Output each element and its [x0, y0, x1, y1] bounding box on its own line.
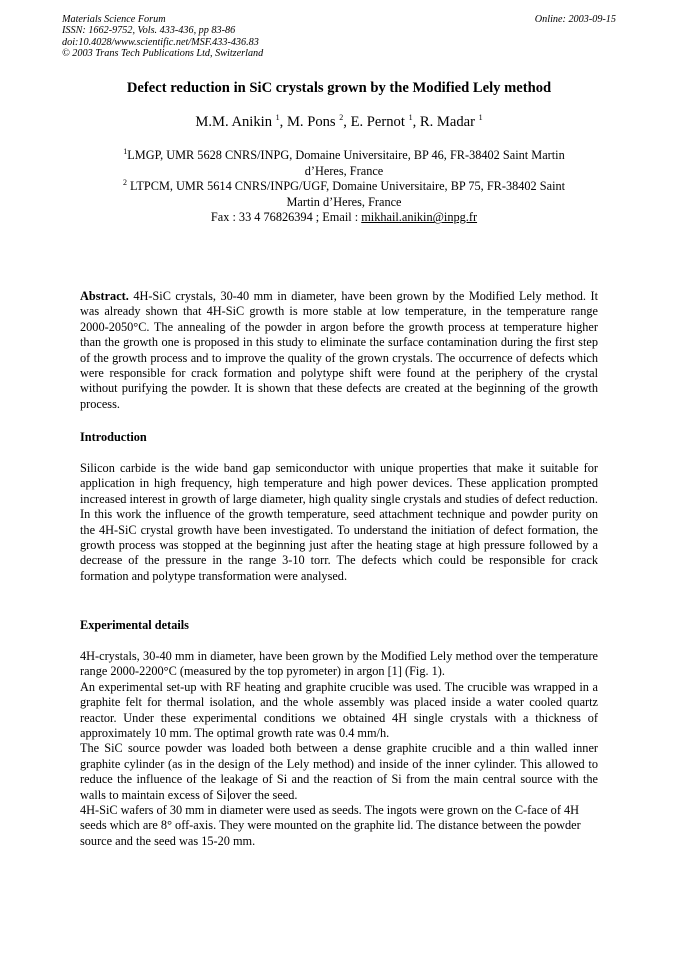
experimental-paragraph-3-tail: over the seed. — [229, 787, 298, 802]
experimental-paragraph-1: 4H-crystals, 30-40 mm in diameter, have been grown by the Modified Lely method over the temperature range 2000-2200°C (measured by the top pyrometer) in argon [1] (Fig. 1). — [80, 649, 598, 679]
journal-header — [62, 14, 263, 60]
author-separator: , — [343, 114, 351, 130]
introduction-heading: Introduction — [80, 430, 147, 444]
affiliation-2-cont: Martin d’Heres, France — [286, 194, 402, 209]
journal-name: Materials Science Forum — [62, 14, 166, 25]
abstract-section — [80, 289, 598, 412]
experimental-section — [80, 649, 598, 849]
author-affil-sup: 1 — [408, 113, 413, 123]
affil-text: LTPCM, UMR 5614 CNRS/INPG/UGF, Domaine Universitaire, BP 75, FR-38402 Saint — [130, 179, 566, 194]
text-cursor — [228, 788, 229, 801]
author-list — [0, 114, 678, 131]
affil-sup: 1 — [123, 146, 128, 156]
author-name: M.M. Anikin — [195, 114, 272, 130]
abstract-label: Abstract. — [80, 289, 129, 303]
affiliation-1 — [84, 148, 604, 164]
experimental-heading: Experimental details — [80, 618, 189, 632]
author-name: M. Pons — [286, 114, 336, 130]
experimental-paragraph-4: 4H-SiC wafers of 30 mm in diameter were used as seeds. The ingots were grown on the C-face of 4H seeds which are 8° off-axis. They were mounted on the graphite lid. The distance between the powder source and the seed was 15-20 mm. — [80, 803, 581, 848]
issn: ISSN: 1662-9752, Vols. 433-436, pp 83-86 — [62, 25, 236, 37]
affil-text: LMGP, UMR 5628 CNRS/INPG, Domaine Universitaire, BP 46, FR-38402 Saint Martin — [127, 148, 565, 162]
copyright: © 2003 Trans Tech Publications Ltd, Switzerland — [62, 48, 264, 60]
affiliation-1-cont: d’Heres, France — [304, 163, 384, 178]
doi: doi:10.4028/www.scientific.net/MSF.433-436.83 — [62, 36, 259, 48]
fax-text: Fax : 33 4 76826394 ; Email : — [210, 210, 362, 225]
introduction-paragraph: Silicon carbide is the wide band gap semiconductor with unique properties that make it suitable for application in high frequency, high temperature and high power devices. These application prompted increased interest in growth of large diameter, high quality single crystals and studies of defect reduction. In this work the influence of the growth temperature, seed attachment technique and powder purity on the 4H-SiC crystal growth have been investigated. To understand the initiation of defect formation, the growth process was stopped at the beginning just after the heating stage at high pressure followed by a decrease of the pressure in the range 3-10 torr. The defects which could be responsible for crack formation and polytype transformation were analysed. — [80, 461, 598, 583]
author-affil-sup: 2 — [339, 113, 344, 123]
experimental-paragraph-2: An experimental set-up with RF heating and graphite crucible was used. The crucible was wrapped in a graphite felt for thermal isolation, and the whole assembly was placed inside a water cooled quartz reactor. Under these experimental conditions we obtained 4H single crystals with a thickness of approximately 10 mm. The optimal growth rate was 0.4 mm/h. — [80, 679, 598, 741]
author-affil-sup: 1 — [275, 113, 280, 123]
author-separator: , — [279, 114, 287, 130]
experimental-paragraph-3-text: The SiC source powder was loaded both between a dense graphite crucible and a thin walled inner graphite cylinder (as in the design of the Lely method) and inside of the inner cylinder. This allowed to reduce the influence of the leakage of Si and the reaction of Si from the main central source with the walls to maintain excess of Si — [80, 741, 598, 802]
affiliations — [84, 148, 604, 226]
experimental-paragraph-3 — [80, 741, 598, 803]
affiliation-2 — [84, 179, 604, 195]
author-separator: , — [412, 114, 420, 130]
abstract-text: 4H-SiC crystals, 30-40 mm in diameter, have been grown by the Modified Lely method. It was already shown that 4H-SiC growth is more stable at low temperature, in the temperature range 2000-2050°C. The annealing of the powder in argon before the growth process at temperature higher than the growth one is proposed in this study to eliminate the surface contamination during the first step of the growth process and to improve the quality of the grown crystals. The occurrence of defects which were responsible for crack formation and polytype shift were found at the periphery of the crystal without purifying the powder. It is shown that these defects are created at the beginning of the growth process. — [80, 289, 598, 411]
email-link[interactable]: mikhail.anikin@inpg.fr — [361, 210, 478, 225]
paper-title: Defect reduction in SiC crystals grown by the Modified Lely method — [126, 80, 552, 96]
author-name: E. Pernot — [350, 114, 405, 130]
experimental-heading-wrap — [80, 618, 598, 633]
author-affil-sup: 1 — [478, 113, 483, 123]
contact-line — [84, 210, 604, 226]
introduction-section — [80, 461, 598, 584]
introduction-heading-wrap — [80, 430, 598, 445]
abstract-paragraph — [80, 289, 598, 412]
online-date: Online: 2003-09-15 — [534, 14, 616, 25]
affil-sup: 2 — [122, 178, 127, 188]
author-name: R. Madar — [419, 114, 475, 130]
